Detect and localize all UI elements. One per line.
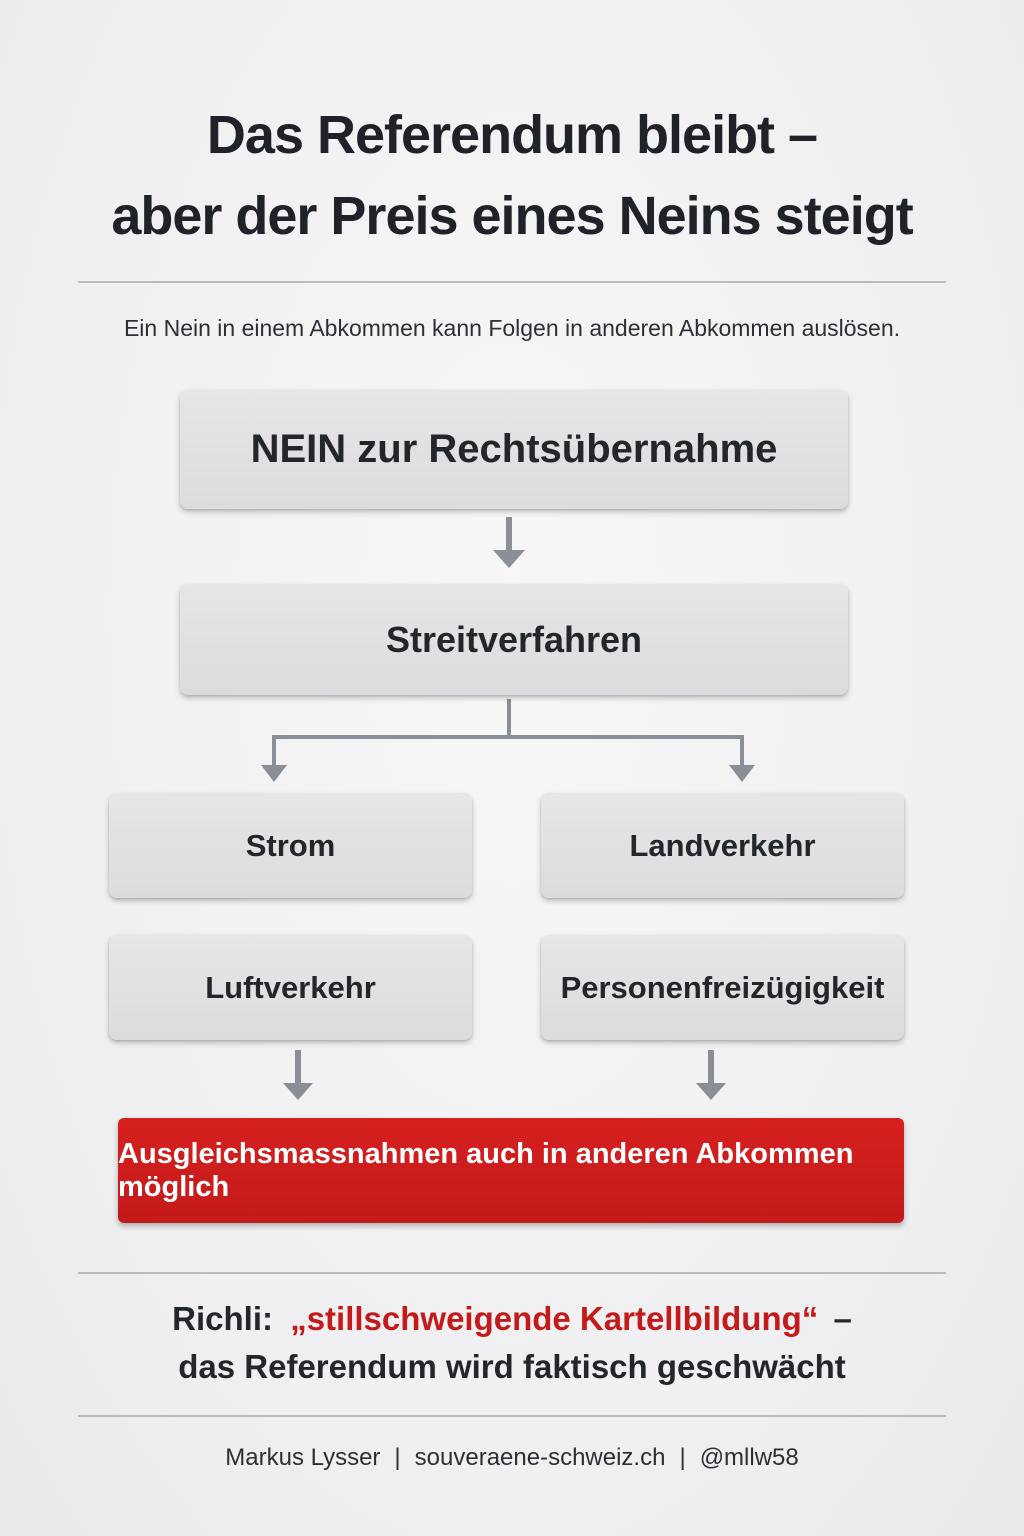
flow-result-label: Ausgleichsmassnahmen auch in anderen Abkommen möglich [118,1137,854,1203]
arrow-down-icon [493,517,525,568]
quote-text: „stillschweigende Kartellbildung“ [290,1300,819,1337]
branch-landverkehr [541,793,904,898]
footer-author: Markus Lysser [225,1444,381,1471]
footer-separator: | [394,1444,401,1471]
branch-luftverkehr [109,935,472,1040]
footer-handle: @mllw58 [699,1444,799,1471]
branch-connector [274,699,744,768]
bottom-divider [78,1415,946,1417]
branch-personenfreizuegigkeit [541,935,904,1040]
title-line-1: Das Referendum bleibt – [206,105,818,165]
title-line-2: aber der Preis eines Neins steigt [111,186,913,246]
branch-personenfreizuegigkeit-label: Personenfreizügigkeit [560,969,885,1005]
middle-divider [78,1272,946,1274]
branch-landverkehr-label: Landverkehr [629,827,816,863]
arrow-down-icon [696,1050,726,1100]
quote-line-2: das Referendum wird faktisch geschwächt [178,1348,846,1385]
flow-step-nein [180,390,848,509]
flow-step-streitverfahren [180,584,848,695]
top-divider [78,281,946,283]
arrow-down-icon [283,1050,313,1100]
quote-dash: – [833,1300,852,1337]
footer-separator: | [679,1444,686,1471]
subtitle: Ein Nein in einem Abkommen kann Folgen in anderen Abkommen auslösen. [123,315,901,341]
arrow-down-icon [261,765,287,782]
flow-result [118,1118,904,1223]
quote-speaker: Richli: [172,1300,274,1337]
quote-line-1 [0,1296,1024,1342]
branch-strom-label: Strom [245,827,336,863]
footer [0,1440,1024,1476]
flow-step-streitverfahren-label: Streitverfahren [385,618,643,660]
footer-website: souveraene-schweiz.ch [414,1444,666,1471]
arrow-down-icon [729,765,755,782]
branch-luftverkehr-label: Luftverkehr [205,969,376,1005]
flow-step-nein-label: NEIN zur Rechtsübernahme [250,427,778,471]
branch-strom [109,793,472,898]
